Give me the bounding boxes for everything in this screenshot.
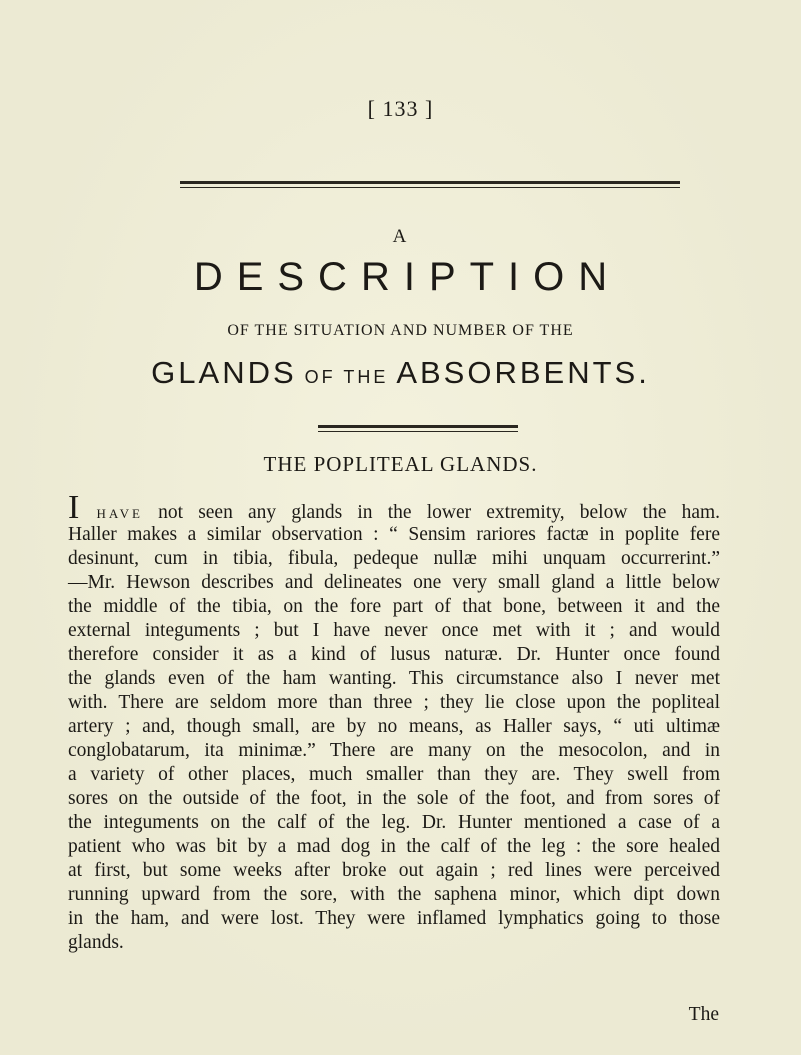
page-number: [ 133 ] [367,96,434,121]
text-line: the glands even of the ham wanting. This circumstance also I never met [68,668,720,689]
text-line: external integuments ; but I have never once met with it ; and would [68,620,720,641]
text-line: therefore consider it as a kind of lusus naturæ. Dr. Hunter once found [68,644,720,665]
heading-subtitle: OF THE SITUATION AND NUMBER OF THE [227,322,574,339]
text-line: a variety of other places, much smaller than they are. They swell from [68,764,720,785]
text-line-last: glands. [68,932,124,953]
text-line: with. There are seldom more than three ; they lie close upon the popliteal [68,692,720,713]
section-rule-thin [318,431,518,432]
first-line-rest: not seen any glands in the lower extremity, below the ham. [158,502,721,523]
text-line: desinunt, cum in tibia, fibula, pedeque nullæ mihi unquam occurrerint.” [68,548,720,569]
text-line: conglobatarum, ita minimæ.” There are many on the mesocolon, and in [68,740,720,761]
heading-absorbents-word: ABSORBENTS. [396,355,650,390]
drop-cap: I [68,489,80,526]
text-line [68,489,721,526]
header-rule-thin [180,187,680,188]
small-caps-word: HAVE [96,506,143,521]
text-line: —Mr. Hewson describes and delineates one very small gland a little below [68,572,720,593]
section-rule-thick [318,425,518,428]
section-title: THE POPLITEAL GLANDS. [263,452,538,476]
text-line: at first, but some weeks after broke out again ; red lines were perceived [68,860,720,881]
text-line: artery ; and, though small, are by no means, as Haller says, “ uti ultimæ [68,716,720,737]
heading-glands-word: GLANDS [151,355,297,390]
heading-article: A [392,226,409,247]
catchword: The [688,1004,719,1025]
heading-description: DESCRIPTION [193,255,622,299]
text-line: sores on the outside of the foot, in the sole of the foot, and from sores of [68,788,720,809]
heading-glands-of-absorbents [0,355,801,391]
text-line: the integuments on the calf of the leg. Dr. Hunter mentioned a case of a [68,812,720,833]
body-paragraph [68,489,721,955]
text-line: Haller makes a similar observation : “ Sensim rariores factæ in poplite fere [68,524,720,545]
header-rule-thick [180,181,680,184]
text-line: the middle of the tibia, on the fore part of that bone, between it and the [68,596,720,617]
text-line: patient who was bit by a mad dog in the calf of the leg : the sore healed [68,836,720,857]
heading-of-the: OF THE [304,367,389,387]
text-line: running upward from the sore, with the saphena minor, which dipt down [68,884,720,905]
text-line: in the ham, and were lost. They were inflamed lymphatics going to those [68,908,720,929]
